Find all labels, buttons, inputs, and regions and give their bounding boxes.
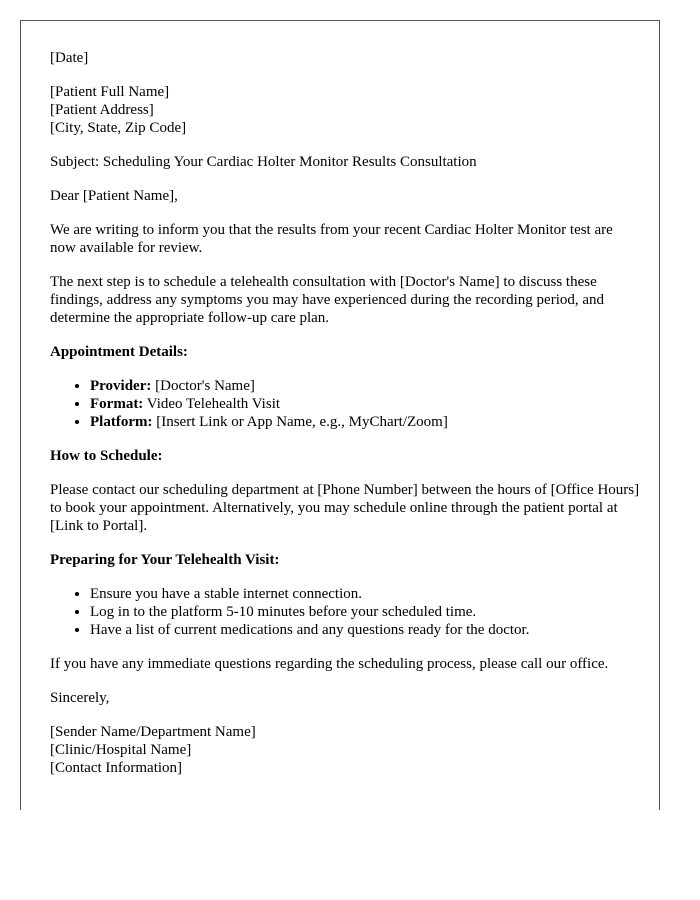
appointment-details-heading: Appointment Details:	[50, 344, 188, 360]
appointment-platform-value: [Insert Link or App Name, e.g., MyChart/Zoom]	[152, 414, 448, 430]
next-step-paragraph: The next step is to schedule a telehealth consultation with [Doctor's Name] to discuss these findings, address any symptoms you may have experienced during the recording period, and determine the appropriate follow-up care plan.	[50, 274, 605, 326]
letter-page	[20, 20, 660, 810]
preparing-item-login: • Log in to the platform 5-10 minutes before your scheduled time.	[90, 603, 640, 621]
how-to-schedule-paragraph: Please contact our scheduling department at [Phone Number] between the hours of [Office Hours] to book your appointment. Alternatively, you may schedule online through the patient portal at [Link to Portal].	[50, 482, 640, 534]
appointment-format-item	[90, 395, 640, 413]
closing-paragraph: If you have any immediate questions regarding the scheduling process, please call our office.	[50, 656, 609, 672]
letter-content	[50, 49, 640, 793]
appointment-platform-label: Platform:	[90, 414, 153, 430]
letter-subject: Subject: Scheduling Your Cardiac Holter Monitor Results Consultation	[50, 154, 477, 170]
recipient-name: [Patient Full Name]	[50, 84, 170, 100]
preparing-list	[50, 585, 640, 639]
appointment-format-label: Format:	[90, 396, 144, 412]
appointment-details-list	[50, 377, 640, 431]
salutation: Dear [Patient Name],	[50, 188, 178, 204]
sender-clinic: [Clinic/Hospital Name]	[50, 742, 192, 758]
appointment-provider-item	[90, 377, 640, 395]
intro-paragraph: We are writing to inform you that the results from your recent Cardiac Holter Monitor test are now available for review.	[50, 222, 613, 256]
appointment-provider-value: [Doctor's Name]	[151, 378, 255, 394]
preparing-item-medications: • Have a list of current medications and any questions ready for the doctor.	[90, 621, 640, 639]
appointment-provider-label: Provider:	[90, 378, 152, 394]
appointment-platform-item	[90, 413, 640, 431]
appointment-format-value: Video Telehealth Visit	[143, 396, 281, 412]
recipient-block	[50, 83, 640, 137]
sender-block	[50, 723, 640, 777]
sign-off: Sincerely,	[50, 690, 110, 706]
preparing-heading: Preparing for Your Telehealth Visit:	[50, 552, 280, 568]
sender-name: [Sender Name/Department Name]	[50, 724, 256, 740]
preparing-item-internet: • Ensure you have a stable internet connection.	[90, 585, 640, 603]
letter-date: [Date]	[50, 50, 89, 66]
how-to-schedule-heading: How to Schedule:	[50, 448, 163, 464]
recipient-address: [Patient Address]	[50, 102, 154, 118]
recipient-city-state-zip: [City, State, Zip Code]	[50, 120, 187, 136]
sender-contact: [Contact Information]	[50, 760, 183, 776]
